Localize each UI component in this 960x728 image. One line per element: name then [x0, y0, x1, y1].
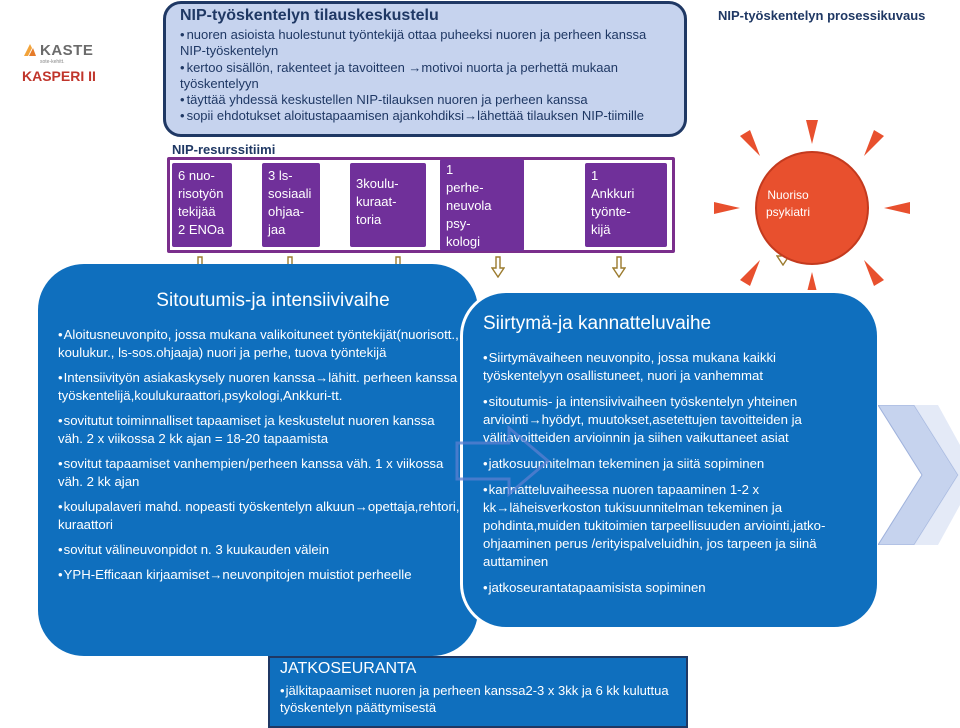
tilauskeskustelu-item: • täyttää yhdessä keskustellen NIP-tilauksen nuoren ja perheen kanssa [180, 92, 670, 108]
resurssitiimi-label: NIP-resurssitiimi [172, 142, 276, 157]
sitoutumisvaihe-item: • koulupalaveri mahd. nopeasti työskentelyn alkuun→opettaja,rehtori, kuraattori [58, 498, 460, 534]
jatkoseuranta-title: JATKOSEURANTA [280, 660, 417, 677]
sitoutumisvaihe-item: • Aloitusneuvonpito, jossa mukana valikoituneet työntekijät(nuorisott., koulukur., ls-sos.ohjaaja) nuori ja perhe, tuova työntekijä [58, 326, 460, 362]
sitoutumisvaihe-item: • YPH-Efficaan kirjaamiset→neuvonpitojen muistiot perheelle [58, 566, 460, 584]
logo-subtitle: sote-kehitt. [40, 59, 65, 65]
siirtymavaihe-item: • jatkoseurantatapaamisista sopiminen [483, 579, 855, 597]
down-arrow-icon [491, 256, 505, 278]
resource-label: 1 perhe- neuvola psy- kologi [446, 162, 492, 249]
siirtymavaihe-item: • sitoutumis- ja intensiivivaiheen työskentelyn yhteinen arviointi→hyödyt, muutokset,asetettujen tavoitteiden ja välitavoitteiden arvioinnin ja siihen vaikuttaneet asiat [483, 393, 855, 447]
jatkoseuranta-item: • jälkitapaamiset nuoren ja perheen kanssa2-3 x 3kk ja 6 kk kuluttua työskentelyn päättymisestä [280, 682, 676, 716]
transition-arrow-icon [455, 425, 551, 497]
sitoutumisvaihe-title: Sitoutumis-ja intensiivivaihe [156, 290, 390, 311]
resource-label: 6 nuo- risotyön tekijää 2 ENOa [178, 168, 225, 237]
sitoutumisvaihe-item: • sovitut välineuvonpidot n. 3 kuukauden välein [58, 541, 460, 559]
tilauskeskustelu-title: NIP-työskentelyn tilauskeskustelu [180, 7, 439, 24]
resource-sosiaaliohjaajat [262, 163, 320, 247]
kaste-logo [18, 40, 98, 88]
tilauskeskustelu-item: • kertoo sisällön, rakenteet ja tavoitteen →motivoi nuorta ja perhettä mukaan työskentelyyn [180, 60, 670, 93]
resource-nuorisotyontekijat [172, 163, 232, 247]
sun-label: Nuoriso psykiatri [765, 188, 810, 219]
siirtymavaihe-item: • Siirtymävaiheen neuvonpito, jossa mukana kaikki työskentelyyn osallistuneet, nuori ja vanhemmat [483, 349, 855, 385]
siirtymavaihe-item: • kannatteluvaiheessa nuoren tapaaminen 1-2 x kk→läheisverkoston tukisuunnitelman tekeminen ja pohdinta,muiden tukitoimien tarpeellisuuden arviointi,jatko-ohjaaminen perus /erityispalveluidhin, jos tarpeen ja siinä auttaminen [483, 481, 855, 571]
process-title: NIP-työskentelyn prosessikuvaus [718, 8, 926, 23]
down-arrow-icon [612, 256, 626, 278]
sitoutumisvaihe-item: • sovitutut toiminnalliset tapaamiset ja keskustelut nuoren kanssa väh. 2 x viikossa 2 kk ajan = 18-20 tapaamista [58, 412, 460, 448]
resource-label: 3 ls- sosiaali ohjaa- jaa [268, 168, 312, 237]
resource-label: 3koulu- kuraat- toria [356, 176, 399, 227]
siirtymavaihe-item: • jatkosuunnitelman tekeminen ja siitä sopiminen [483, 455, 855, 473]
sitoutumisvaihe-panel [38, 264, 478, 656]
resource-psykologi [440, 159, 524, 251]
tilauskeskustelu-box [163, 1, 687, 137]
sitoutumisvaihe-item: • Intensiivityön asiakaskysely nuoren kanssa→lähitt. perheen kanssa työskentelijä,koulukuraattori,psykologi,Ankkuri-tt. [58, 369, 460, 405]
tilauskeskustelu-list [180, 27, 670, 125]
chevron-arrows-icon [878, 405, 960, 545]
kaste-mark-icon [22, 42, 38, 58]
resource-label: 1 Ankkuri työnte- kijä [591, 168, 635, 237]
jatkoseuranta-box [268, 656, 688, 728]
resource-ankkuri [585, 163, 667, 247]
tilauskeskustelu-item: • sopii ehdotukset aloitustapaamisen ajankohdiksi→lähettää tilauksen NIP-tiimille [180, 108, 670, 124]
logo-program: KASPERI II [22, 68, 96, 84]
logo-name: KASTE [40, 42, 94, 59]
tilauskeskustelu-item: • nuoren asioista huolestunut työntekijä ottaa puheeksi nuoren ja perheen kanssa NIP-työskentelyn [180, 27, 670, 60]
resource-koulukuraattorit [350, 163, 426, 247]
siirtymavaihe-title: Siirtymä-ja kannatteluvaihe [483, 313, 712, 334]
sitoutumisvaihe-item: • sovitut tapaamiset vanhempien/perheen kanssa väh. 1 x viikossa väh. 2 kk ajan [58, 455, 460, 491]
